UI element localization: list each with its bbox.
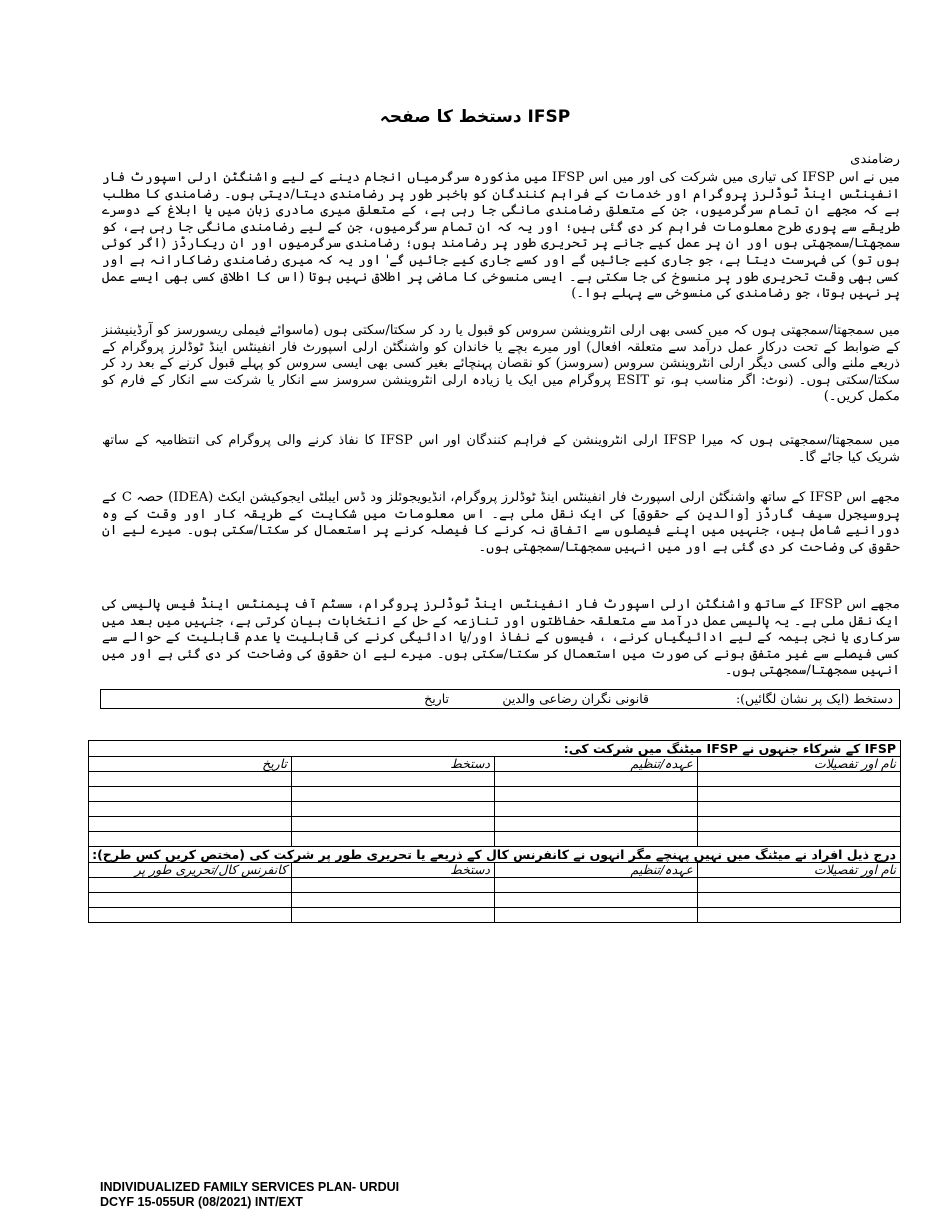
column-header: نام اور تفصیلات — [698, 757, 901, 772]
date-cell[interactable] — [89, 802, 292, 817]
date-cell[interactable] — [89, 817, 292, 832]
footer-form-name: INDIVIDUALIZED FAMILY SERVICES PLAN- URDUI — [100, 1180, 400, 1194]
signature-cell[interactable] — [292, 893, 495, 908]
table-row — [89, 832, 901, 847]
signature-cell[interactable] — [292, 832, 495, 847]
signature-date-label: تاریخ — [424, 691, 449, 706]
consent-paragraph: میں نے اس IFSP کی تیاری میں شرکت کی اور میں اس IFSP میں مذکورہ سرگرمیاں انجام دینے کے لیے واشنگٹن ارلی اسپورٹ فار انفینٹس اینڈ ٹوڈلرز پروگرام اور خدمات کے فراہم کنندگان کو باخبر طور پر رضامندی دیتا/دیتی ہوں۔ رضامندی کا مطلب ہے کہ مجھے ان تمام سرگرمیوں، جن کے متعلق رضامندی مانگی جا رہی ہے، کے متعلق میری مادری زبان میں یا ابلاغ کے دوسرے طریقے سے پوری طرح معلومات فراہم کر دی گئی ہیں؛ اور یہ کہ ان تمام سرگرمیوں، جن کے لیے رضامندی مانگی جا رہی ہے، کو سمجھتا/سمجھتی ہوں اور ان پر عمل کیے جانے پر تحریری طور پر رضامند ہوں؛ رضامندی سرگرمیوں اور ان ریکارڈز (اگر کوئی ہوں تو) کی فہرست دیتا ہے، جو جاری کیے جائیں گے اور کسے جاری کیے جائیں گے' اور یہ کہ میری رضامندی رضاکارانہ ہے اور کسی بھی وقت تحریری طور پر منسوخ کی جا سکتی ہے۔ ایسی منسوخی کا ماضی پر اطلاق نہیں ہوتا (اس کا اطلاق کسی بھی ایسے عمل پر نہیں ہوتا، جو رضامندی کی منسوخی سے پہلے ہوا۔) — [102, 170, 900, 302]
services-acceptance-paragraph: میں سمجھتا/سمجھتی ہوں کہ میں کسی بھی ارلی انٹروینشن سروس کو قبول یا رد کر سکتا/سکتی ہوں (ماسوائے فیملی ریسورسز کو آرڈینیشنز کے ضوابط کے تحت درکار عمل درآمد سے متعلقہ افعال) اور میرے بچے یا خاندان کو واشنگٹن ارلی اسپورٹ فار انفینٹس اینڈ ٹوڈلرز پروگرام کے ذریعے ملنے والی کسی دیگر ارلی انٹروینشن سروس (سروسز) کو نقصان پہنچائے بغیر کسی بھی ایسی سروس کو پہلے قبول کرنے کے بعد رد کر سکتا/سکتی ہوں۔ (نوٹ: اگر مناسب ہو، تو ESIT پروگرام میں ایک یا زیادہ ارلی انٹروینشن سروسز سے انکار یا شرکت سے انکار کے فارم کو مکمل کریں۔) — [102, 323, 900, 405]
name-cell[interactable] — [698, 787, 901, 802]
participants-title: IFSP کے شرکاء جنہوں نے IFSP میٹنگ میں شرکت کی: — [89, 741, 901, 757]
payment-policy-paragraph: مجھے اس IFSP کے ساتھ واشنگٹن ارلی اسپورٹ فار انفینٹس اینڈ ٹوڈلرز پروگرام، سسٹم آف پیمنٹس اینڈ فیس پالیسی کی ایک نقل ملی ہے۔ یہ پالیسی عمل درآمد سے متعلقہ حفاظتوں اور تنازعہ کے حل کے انتخابات بیان کرتی ہے، جنہیں میں بعد میں سرکاری یا نجی بیمہ کے لیے ادائیگیاں کرنے، ، فیسوں کے نفاذ اور/یا ادائیگی کرنے کی قابلیت یا عدم قابلیت کے حوالے سے کسی فیصلے سے غیر متفق ہونے کی صورت میں استعمال کر سکتا/سکتی ہوں۔ میرے لیے ان حقوق کی وضاحت کر دی گئی ہے اور میں انہیں سمجھتا/سمجھتی ہوں۔ — [102, 597, 900, 679]
role-cell[interactable] — [495, 908, 698, 923]
table-row — [89, 772, 901, 787]
table-row — [89, 878, 901, 893]
role-cell[interactable] — [495, 802, 698, 817]
column-header: دستخط — [292, 757, 495, 772]
attendance-method-cell[interactable] — [89, 893, 292, 908]
procedural-safeguards-paragraph: مجھے اس IFSP کے ساتھ واشنگٹن ارلی اسپورٹ فار انفینٹس اینڈ ٹوڈلرز پروگرام، انڈیویجوئلز ود ڈس ایبلٹی ایجوکیشن ایکٹ (IDEA) حصہ C کے پروسیجرل سیف گارڈز [والدین کے حقوق] کی ایک نقل ملی ہے۔ اس معلومات میں شکایت کے طریقہ کار اور وقت کے وہ دورانیے شامل ہیں، جنہیں میں اپنے فیصلوں سے اتفاق نہ کرنے کا فیصلہ کرنے پر استعمال کر سکتا/سکتی ہوں۔ میرے لیے ان حقوق کی وضاحت کر دی گئی ہے اور میں انہیں سمجھتا/سمجھتی ہوں۔ — [102, 490, 900, 555]
table-row — [89, 802, 901, 817]
remote-participants-title: درج ذیل افراد نے میٹنگ میں نہیں پہنچے مگر انہوں نے کانفرنس کال کے ذریعے یا تحریری طور پر شرکت کی (مختص کریں کس طرح): — [89, 847, 901, 863]
table-row — [89, 787, 901, 802]
name-cell[interactable] — [698, 832, 901, 847]
form-footer — [100, 1180, 399, 1210]
date-cell[interactable] — [89, 787, 292, 802]
date-cell[interactable] — [89, 832, 292, 847]
name-cell[interactable] — [698, 878, 901, 893]
participants-table — [88, 740, 901, 923]
name-cell[interactable] — [698, 772, 901, 787]
signature-cell[interactable] — [292, 878, 495, 893]
column-header: دستخط — [292, 863, 495, 878]
name-cell[interactable] — [698, 802, 901, 817]
role-cell[interactable] — [495, 893, 698, 908]
signature-roles[interactable]: قانونی نگران رضاعی والدین — [502, 691, 649, 706]
role-cell[interactable] — [495, 878, 698, 893]
column-header: عہدہ/تنظیم — [495, 863, 698, 878]
date-cell[interactable] — [89, 772, 292, 787]
signature-label: دستخط (ایک پر نشان لگائیں): — [735, 691, 893, 706]
page-title: IFSP دستخط کا صفحہ — [379, 107, 571, 127]
role-cell[interactable] — [495, 787, 698, 802]
column-header: عہدہ/تنظیم — [495, 757, 698, 772]
role-cell[interactable] — [495, 817, 698, 832]
attendance-method-cell[interactable] — [89, 908, 292, 923]
signature-cell[interactable] — [292, 908, 495, 923]
signature-box[interactable] — [100, 689, 900, 709]
ifsp-sharing-paragraph: میں سمجھتا/سمجھتی ہوں کہ میرا IFSP ارلی انٹروینشن کے فراہم کنندگان اور اس IFSP کا نفاذ کرنے والی پروگرام کی انتظامیہ کے ساتھ شریک کیا جائے گا۔ — [102, 433, 901, 465]
signature-cell[interactable] — [292, 787, 495, 802]
table-row — [89, 893, 901, 908]
signature-cell[interactable] — [292, 772, 495, 787]
name-cell[interactable] — [698, 893, 901, 908]
signature-cell[interactable] — [292, 802, 495, 817]
footer-form-number: DCYF 15-055UR (08/2021) INT/EXT — [100, 1195, 303, 1209]
consent-heading: رضامندی — [850, 152, 900, 167]
column-header: نام اور تفصیلات — [698, 863, 901, 878]
column-header: کانفرنس کال/تحریری طور پر — [89, 863, 292, 878]
role-cell[interactable] — [495, 772, 698, 787]
signature-cell[interactable] — [292, 817, 495, 832]
name-cell[interactable] — [698, 908, 901, 923]
name-cell[interactable] — [698, 817, 901, 832]
role-cell[interactable] — [495, 832, 698, 847]
table-row — [89, 817, 901, 832]
column-header: تاریخ — [89, 757, 292, 772]
attendance-method-cell[interactable] — [89, 878, 292, 893]
table-row — [89, 908, 901, 923]
